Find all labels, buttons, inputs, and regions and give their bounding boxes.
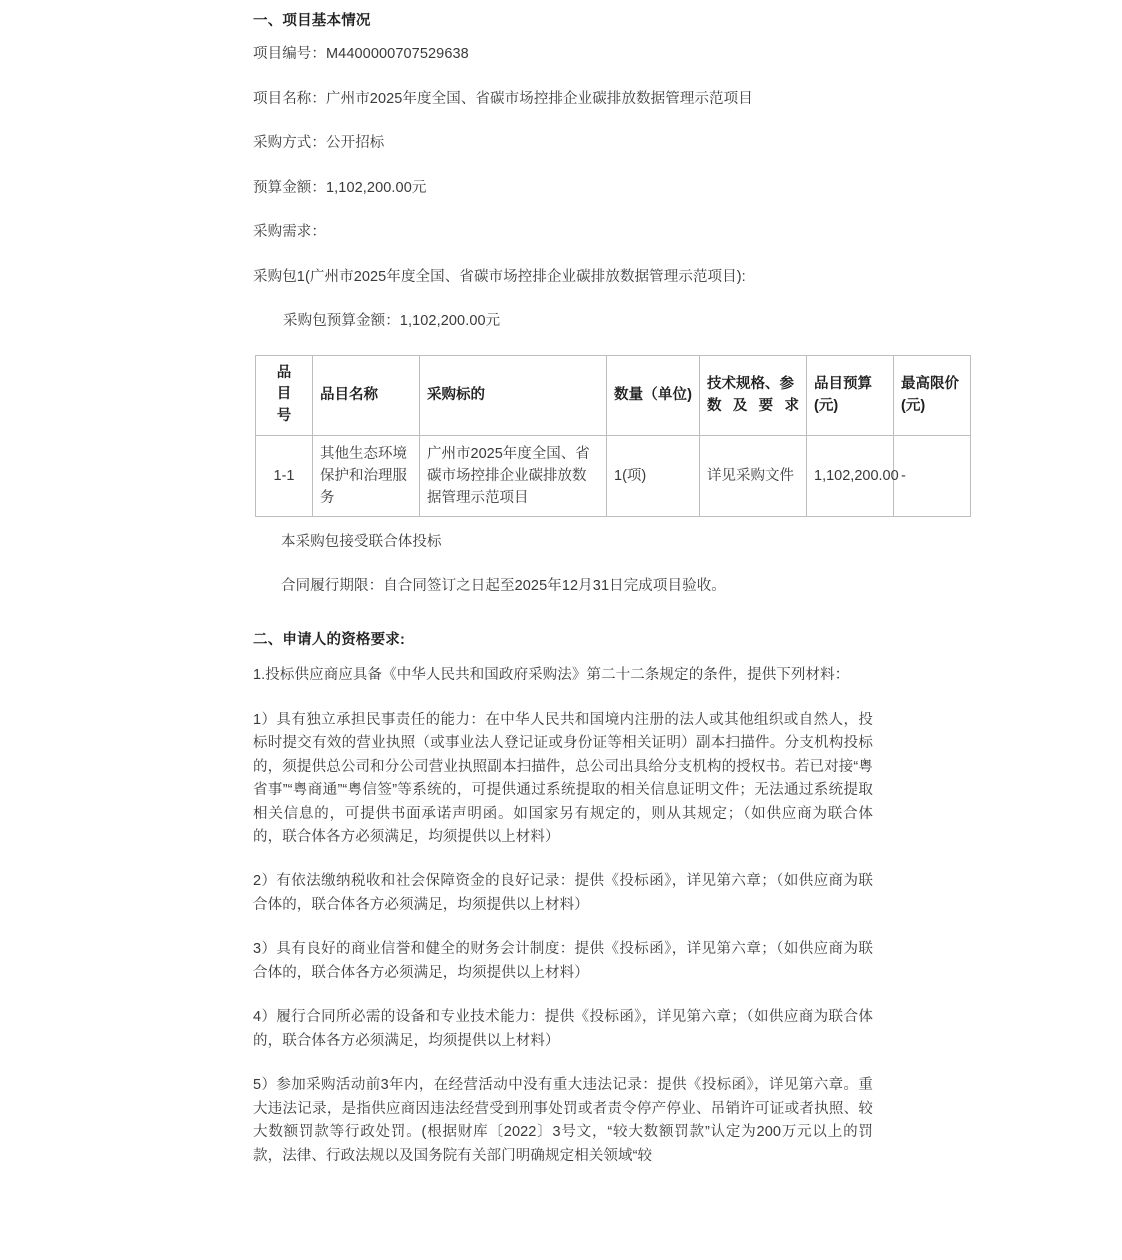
project-number-line: 项目编号：M4400000707529638 [253, 46, 469, 63]
budget-amount-line: 预算金额：1,102,200.00元 [253, 179, 427, 196]
section-heading-1: 一、项目基本情况 [253, 13, 371, 29]
header-item-name: 品目名称 [313, 355, 420, 435]
qualification-item-1-5: 5）参加采购活动前3年内，在经营活动中没有重大违法记录：提供《投标函》，详见第六章。重大违法记录，是指供应商因违法经营受到刑事处罚或者责令停产停业、吊销许可证或者执照、较大数额罚款等行政处罚。(根据财库〔2022〕3号文，“较大数额罚款”认定为200万元以上的罚款，法律、行政法规以及国务院有关部门明确规定相关领域“较 [253, 1077, 873, 1164]
section-heading-2: 二、申请人的资格要求: [253, 631, 406, 648]
header-item-no-char-2: 目 [276, 386, 292, 403]
header-item-no-char-3: 号 [276, 408, 292, 425]
package-budget-line: 采购包预算金额：1,102,200.00元 [283, 313, 501, 330]
qualification-item-1-3: 3）具有良好的商业信誉和健全的财务会计制度：提供《投标函》，详见第六章；（如供应商为联合体的，联合体各方必须满足，均须提供以上材料） [253, 941, 873, 981]
goods-table [255, 355, 971, 517]
cell-quantity-unit: 1(项) [607, 435, 700, 516]
document-body [253, 10, 959, 1168]
header-quantity-unit: 数量（单位) [607, 355, 700, 435]
header-max-price: 最高限价(元) [894, 355, 971, 435]
procurement-method-line: 采购方式：公开招标 [253, 135, 385, 152]
header-procurement-target: 采购标的 [420, 355, 607, 435]
table-row [256, 435, 971, 516]
cell-item-name: 其他生态环境保护和治理服务 [313, 435, 420, 516]
header-item-budget: 品目预算(元) [807, 355, 894, 435]
qualification-item-1-1: 1）具有独立承担民事责任的能力：在中华人民共和国境内注册的法人或其他组织或自然人，投标时提交有效的营业执照（或事业法人登记证或身份证等相关证明）副本扫描件。分支机构投标的，须提供总公司和分公司营业执照副本扫描件，总公司出具给分支机构的授权书。若已对接“粤省事”“粤商通”“粤信签”等系统的，可提供通过系统提取的相关信息证明文件；无法通过系统提取相关信息的，可提供书面承诺声明函。如国家另有规定的，则从其规定；（如供应商为联合体的，联合体各方必须满足，均须提供以上材料） [253, 711, 873, 845]
cell-item-budget: 1,102,200.00 [807, 435, 894, 516]
cell-tech-spec: 详见采购文件 [700, 435, 807, 516]
qualification-item-1-4: 4）履行合同所必需的设备和专业技术能力：提供《投标函》，详见第六章；（如供应商为联合体的，联合体各方必须满足，均须提供以上材料） [253, 1009, 873, 1049]
procurement-demand-label: 采购需求： [253, 224, 326, 241]
qualification-item-1: 1.投标供应商应具备《中华人民共和国政府采购法》第二十二条规定的条件，提供下列材料： [253, 667, 850, 684]
table-header-row [256, 355, 971, 435]
header-tech-spec: 技术规格、参数及要求 [700, 355, 807, 435]
goods-table-wrapper [253, 355, 959, 517]
goods-table-body [256, 435, 971, 516]
cell-procurement-target: 广州市2025年度全国、省碳市场控排企业碳排放数据管理示范项目 [420, 435, 607, 516]
goods-table-head [256, 355, 971, 435]
header-item-no-char-1: 品 [276, 364, 292, 381]
cell-item-no: 1-1 [256, 435, 313, 516]
qualification-item-1-2: 2）有依法缴纳税收和社会保障资金的良好记录：提供《投标函》，详见第六章；（如供应商为联合体的，联合体各方必须满足，均须提供以上材料） [253, 873, 873, 913]
contract-period-line: 合同履行期限：自合同签订之日起至2025年12月31日完成项目验收。 [281, 578, 726, 595]
cell-max-price: - [894, 435, 971, 516]
consortium-note: 本采购包接受联合体投标 [281, 533, 442, 550]
header-item-no [256, 355, 313, 435]
project-name-line: 项目名称：广州市2025年度全国、省碳市场控排企业碳排放数据管理示范项目 [253, 90, 753, 107]
package-title: 采购包1(广州市2025年度全国、省碳市场控排企业碳排放数据管理示范项目): [253, 268, 746, 285]
